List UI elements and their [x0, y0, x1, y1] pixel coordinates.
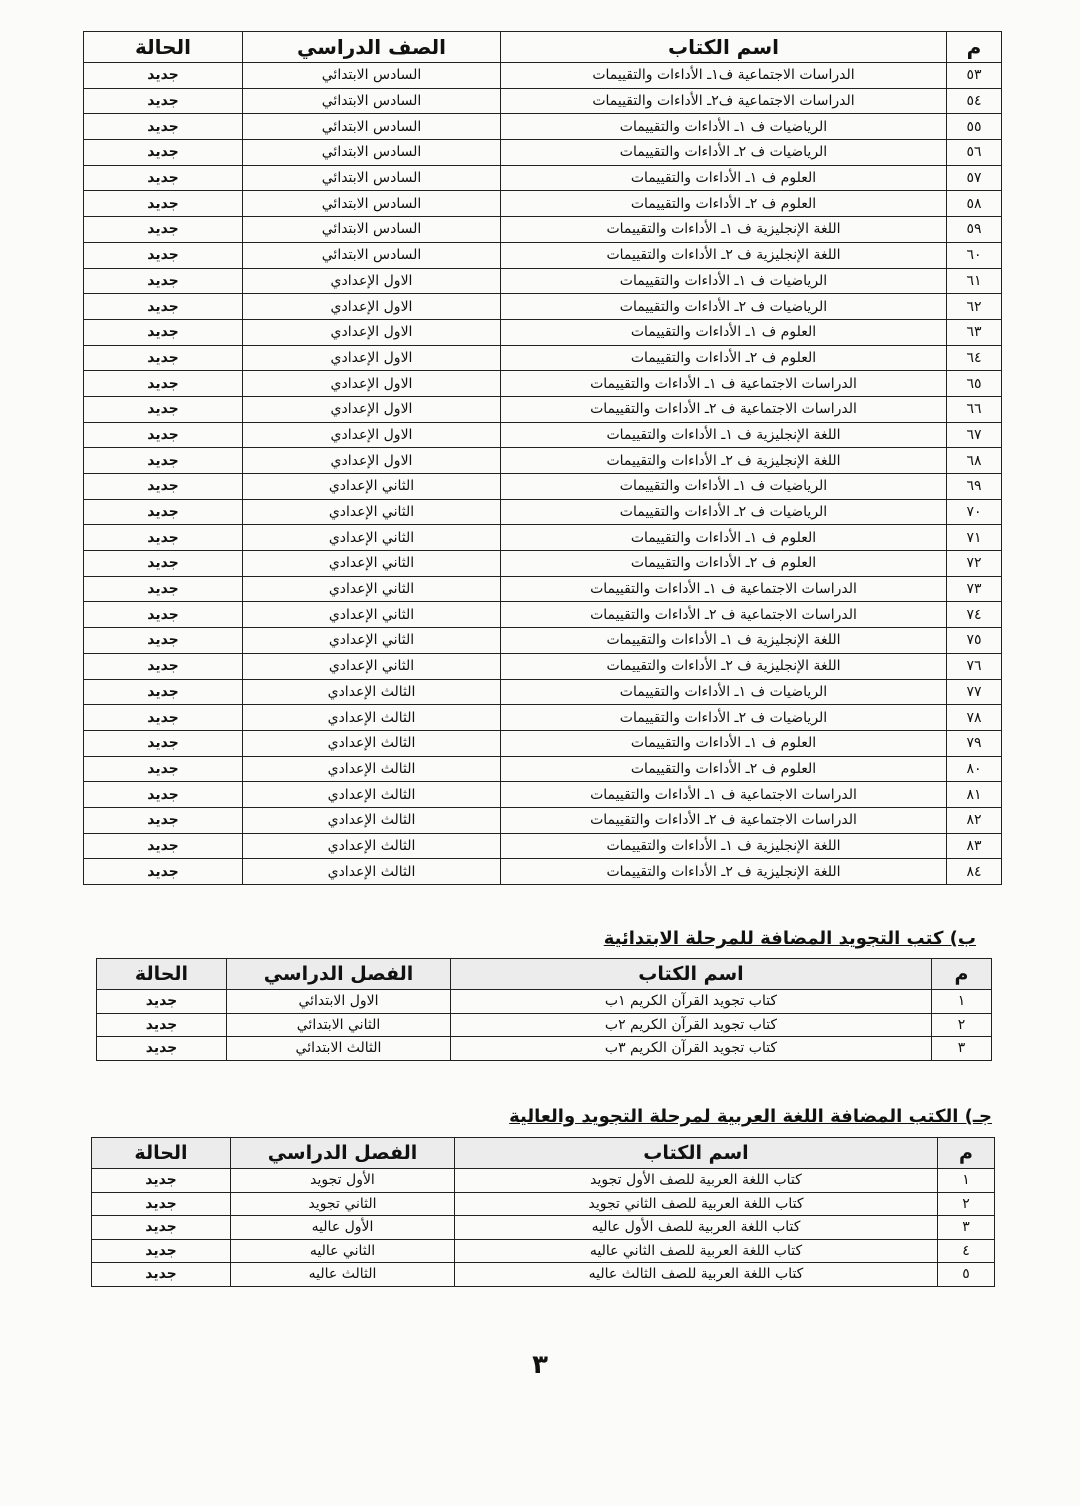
table-row	[84, 114, 1002, 140]
status-cell: جديد	[92, 1216, 231, 1240]
book-title: الدراسات الاجتماعية ف ٢ـ الأداءات والتقييمات	[501, 807, 947, 833]
grade-level: الثالث الإعدادي	[243, 782, 501, 808]
grade-level: الاول الإعدادي	[243, 371, 501, 397]
table-row	[84, 88, 1002, 114]
grade-level: الثالث الإعدادي	[243, 730, 501, 756]
grade-level: الثالث الإعدادي	[243, 807, 501, 833]
col-header-grade: الصف الدراسي	[243, 32, 501, 63]
book-title: كتاب اللغة العربية للصف الأول عاليه	[455, 1216, 938, 1240]
status-cell: جديد	[84, 628, 243, 654]
row-number: ٨٢	[947, 807, 1002, 833]
status-cell: جديد	[84, 679, 243, 705]
book-title: الرياضيات ف ١ـ الأداءات والتقييمات	[501, 679, 947, 705]
table-row	[84, 242, 1002, 268]
book-title: الرياضيات ف ١ـ الأداءات والتقييمات	[501, 114, 947, 140]
row-number: ١	[932, 990, 992, 1014]
table-row	[84, 448, 1002, 474]
row-number: ٥٣	[947, 63, 1002, 89]
row-number: ٧٢	[947, 551, 1002, 577]
row-number: ٦٣	[947, 319, 1002, 345]
table-row	[84, 679, 1002, 705]
grade-level: الثاني الإعدادي	[243, 653, 501, 679]
grade-level: الاول الإعدادي	[243, 345, 501, 371]
table-row	[97, 990, 992, 1014]
book-title: كتاب تجويد القرآن الكريم ٣ب	[451, 1037, 932, 1061]
book-title: العلوم ف ٢ـ الأداءات والتقييمات	[501, 345, 947, 371]
book-title: العلوم ف ٢ـ الأداءات والتقييمات	[501, 191, 947, 217]
table-row	[84, 474, 1002, 500]
table-body	[92, 1169, 995, 1287]
status-cell: جديد	[84, 807, 243, 833]
table-row	[84, 653, 1002, 679]
grade-level: الثاني الإعدادي	[243, 602, 501, 628]
status-cell: جديد	[97, 1037, 227, 1061]
row-number: ٦٨	[947, 448, 1002, 474]
row-number: ٦٧	[947, 422, 1002, 448]
grade-level: الثالث الإعدادي	[243, 833, 501, 859]
status-cell: جديد	[84, 730, 243, 756]
table-row	[84, 859, 1002, 885]
table-row	[84, 191, 1002, 217]
grade-level: الثاني الإعدادي	[243, 551, 501, 577]
grade-level: الأول تجويد	[231, 1169, 455, 1193]
status-cell: جديد	[84, 525, 243, 551]
row-number: ٦٤	[947, 345, 1002, 371]
row-number: ٨٠	[947, 756, 1002, 782]
book-title: العلوم ف ١ـ الأداءات والتقييمات	[501, 165, 947, 191]
col-header-status: الحالة	[92, 1138, 231, 1169]
status-cell: جديد	[84, 705, 243, 731]
book-title: الرياضيات ف ٢ـ الأداءات والتقييمات	[501, 499, 947, 525]
table-row	[84, 268, 1002, 294]
grade-level: الثاني الإعدادي	[243, 628, 501, 654]
row-number: ٧٩	[947, 730, 1002, 756]
table-row	[92, 1192, 995, 1216]
table-row	[84, 525, 1002, 551]
row-number: ٥	[938, 1263, 995, 1287]
book-title: العلوم ف ١ـ الأداءات والتقييمات	[501, 730, 947, 756]
table-row	[97, 1037, 992, 1061]
col-header-num: م	[938, 1138, 995, 1169]
row-number: ٧١	[947, 525, 1002, 551]
status-cell: جديد	[84, 859, 243, 885]
book-title: اللغة الإنجليزية ف ٢ـ الأداءات والتقييمات	[501, 448, 947, 474]
grade-level: السادس الابتدائي	[243, 165, 501, 191]
section-c-heading: جـ) الكتب المضافة اللغة العربية لمرحلة التجويد والعالية	[509, 1106, 992, 1127]
table-header-row	[84, 32, 1002, 63]
col-header-title: اسم الكتاب	[455, 1138, 938, 1169]
status-cell: جديد	[97, 1013, 227, 1037]
book-title: اللغة الإنجليزية ف ٢ـ الأداءات والتقييمات	[501, 859, 947, 885]
row-number: ٣	[932, 1037, 992, 1061]
status-cell: جديد	[92, 1239, 231, 1263]
status-cell: جديد	[84, 88, 243, 114]
row-number: ٣	[938, 1216, 995, 1240]
book-title: اللغة الإنجليزية ف ١ـ الأداءات والتقييمات	[501, 422, 947, 448]
status-cell: جديد	[84, 140, 243, 166]
status-cell: جديد	[84, 602, 243, 628]
grade-level: الاول الإعدادي	[243, 396, 501, 422]
table-header-row	[92, 1138, 995, 1169]
table-row	[84, 833, 1002, 859]
table-row	[84, 782, 1002, 808]
grade-level: الثالث الابتدائي	[227, 1037, 451, 1061]
table-header-row	[97, 959, 992, 990]
book-title: الدراسات الاجتماعية ف ١ـ الأداءات والتقييمات	[501, 576, 947, 602]
book-title: الدراسات الاجتماعية ف٢ـ الأداءات والتقييمات	[501, 88, 947, 114]
table-row	[84, 499, 1002, 525]
status-cell: جديد	[84, 782, 243, 808]
grade-level: السادس الابتدائي	[243, 242, 501, 268]
book-title: الدراسات الاجتماعية ف ٢ـ الأداءات والتقييمات	[501, 602, 947, 628]
status-cell: جديد	[84, 653, 243, 679]
book-title: الدراسات الاجتماعية ف ١ـ الأداءات والتقييمات	[501, 782, 947, 808]
table-row	[84, 294, 1002, 320]
book-title: الرياضيات ف ١ـ الأداءات والتقييمات	[501, 474, 947, 500]
grade-level: الاول الابتدائي	[227, 990, 451, 1014]
status-cell: جديد	[84, 114, 243, 140]
table-row	[84, 628, 1002, 654]
table-row	[84, 730, 1002, 756]
table-row	[84, 319, 1002, 345]
grade-level: السادس الابتدائي	[243, 191, 501, 217]
section-b-heading: ب) كتب التجويد المضافة للمرحلة الابتدائية	[603, 928, 976, 949]
book-title: الدراسات الاجتماعية ف ٢ـ الأداءات والتقييمات	[501, 396, 947, 422]
status-cell: جديد	[84, 551, 243, 577]
table-row	[84, 551, 1002, 577]
col-header-num: م	[947, 32, 1002, 63]
book-title: الرياضيات ف ١ـ الأداءات والتقييمات	[501, 268, 947, 294]
col-header-grade: الفصل الدراسي	[231, 1138, 455, 1169]
status-cell: جديد	[84, 448, 243, 474]
row-number: ٧٠	[947, 499, 1002, 525]
table-row	[84, 705, 1002, 731]
grade-level: الثاني الإعدادي	[243, 474, 501, 500]
col-header-status: الحالة	[84, 32, 243, 63]
row-number: ٥٨	[947, 191, 1002, 217]
grade-level: السادس الابتدائي	[243, 88, 501, 114]
book-title: الرياضيات ف ٢ـ الأداءات والتقييمات	[501, 140, 947, 166]
book-title: الرياضيات ف ٢ـ الأداءات والتقييمات	[501, 705, 947, 731]
row-number: ٥٥	[947, 114, 1002, 140]
books-table-tajweed	[96, 958, 992, 1061]
row-number: ٧٧	[947, 679, 1002, 705]
table-row	[84, 165, 1002, 191]
grade-level: الثاني عاليه	[231, 1239, 455, 1263]
status-cell: جديد	[84, 319, 243, 345]
table-row	[84, 63, 1002, 89]
status-cell: جديد	[84, 63, 243, 89]
page-number: ٣	[532, 1350, 548, 1380]
book-title: كتاب اللغة العربية للصف الثالث عاليه	[455, 1263, 938, 1287]
row-number: ٧٥	[947, 628, 1002, 654]
status-cell: جديد	[84, 422, 243, 448]
grade-level: الثالث الإعدادي	[243, 679, 501, 705]
grade-level: الثالث عاليه	[231, 1263, 455, 1287]
row-number: ٨١	[947, 782, 1002, 808]
row-number: ٥٧	[947, 165, 1002, 191]
row-number: ٧٣	[947, 576, 1002, 602]
table-row	[92, 1263, 995, 1287]
grade-level: الثاني الابتدائي	[227, 1013, 451, 1037]
status-cell: جديد	[84, 756, 243, 782]
table-row	[84, 217, 1002, 243]
book-title: اللغة الإنجليزية ف ٢ـ الأداءات والتقييمات	[501, 242, 947, 268]
book-title: العلوم ف ١ـ الأداءات والتقييمات	[501, 525, 947, 551]
status-cell: جديد	[92, 1263, 231, 1287]
row-number: ٢	[932, 1013, 992, 1037]
col-header-title: اسم الكتاب	[501, 32, 947, 63]
grade-level: الاول الإعدادي	[243, 319, 501, 345]
book-title: الرياضيات ف ٢ـ الأداءات والتقييمات	[501, 294, 947, 320]
table-row	[84, 576, 1002, 602]
row-number: ٧٨	[947, 705, 1002, 731]
book-title: اللغة الإنجليزية ف ١ـ الأداءات والتقييمات	[501, 833, 947, 859]
status-cell: جديد	[84, 474, 243, 500]
status-cell: جديد	[84, 499, 243, 525]
row-number: ٢	[938, 1192, 995, 1216]
book-title: كتاب اللغة العربية للصف الثاني تجويد	[455, 1192, 938, 1216]
status-cell: جديد	[84, 396, 243, 422]
book-title: كتاب تجويد القرآن الكريم ١ب	[451, 990, 932, 1014]
book-title: العلوم ف ١ـ الأداءات والتقييمات	[501, 319, 947, 345]
status-cell: جديد	[84, 217, 243, 243]
book-title: كتاب تجويد القرآن الكريم ٢ب	[451, 1013, 932, 1037]
table-row	[84, 371, 1002, 397]
grade-level: الثالث الإعدادي	[243, 756, 501, 782]
grade-level: الأول عاليه	[231, 1216, 455, 1240]
status-cell: جديد	[84, 165, 243, 191]
row-number: ٦٦	[947, 396, 1002, 422]
table-row	[97, 1013, 992, 1037]
col-header-status: الحالة	[97, 959, 227, 990]
table-row	[84, 602, 1002, 628]
grade-level: الاول الإعدادي	[243, 294, 501, 320]
grade-level: الثاني الإعدادي	[243, 525, 501, 551]
grade-level: الاول الإعدادي	[243, 268, 501, 294]
table-row	[92, 1239, 995, 1263]
col-header-grade: الفصل الدراسي	[227, 959, 451, 990]
grade-level: الاول الإعدادي	[243, 422, 501, 448]
book-title: العلوم ف ٢ـ الأداءات والتقييمات	[501, 756, 947, 782]
status-cell: جديد	[92, 1169, 231, 1193]
status-cell: جديد	[84, 294, 243, 320]
row-number: ٨٣	[947, 833, 1002, 859]
grade-level: السادس الابتدائي	[243, 63, 501, 89]
row-number: ٨٤	[947, 859, 1002, 885]
book-title: العلوم ف ٢ـ الأداءات والتقييمات	[501, 551, 947, 577]
book-title: كتاب اللغة العربية للصف الثاني عاليه	[455, 1239, 938, 1263]
books-table-main	[83, 31, 1002, 885]
book-title: الدراسات الاجتماعية ف ١ـ الأداءات والتقييمات	[501, 371, 947, 397]
col-header-title: اسم الكتاب	[451, 959, 932, 990]
table-row	[84, 345, 1002, 371]
row-number: ٦٠	[947, 242, 1002, 268]
status-cell: جديد	[84, 268, 243, 294]
status-cell: جديد	[84, 371, 243, 397]
status-cell: جديد	[84, 576, 243, 602]
table-row	[92, 1216, 995, 1240]
status-cell: جديد	[84, 191, 243, 217]
grade-level: الثاني الإعدادي	[243, 499, 501, 525]
table-row	[84, 140, 1002, 166]
row-number: ٦٢	[947, 294, 1002, 320]
book-title: كتاب اللغة العربية للصف الأول تجويد	[455, 1169, 938, 1193]
row-number: ٦٩	[947, 474, 1002, 500]
grade-level: السادس الابتدائي	[243, 114, 501, 140]
book-title: اللغة الإنجليزية ف ٢ـ الأداءات والتقييمات	[501, 653, 947, 679]
grade-level: الثاني تجويد	[231, 1192, 455, 1216]
row-number: ٥٦	[947, 140, 1002, 166]
row-number: ٧٦	[947, 653, 1002, 679]
row-number: ٦١	[947, 268, 1002, 294]
table-body	[97, 990, 992, 1061]
status-cell: جديد	[84, 345, 243, 371]
col-header-num: م	[932, 959, 992, 990]
grade-level: الاول الإعدادي	[243, 448, 501, 474]
grade-level: السادس الابتدائي	[243, 140, 501, 166]
table-row	[84, 396, 1002, 422]
status-cell: جديد	[97, 990, 227, 1014]
grade-level: الثاني الإعدادي	[243, 576, 501, 602]
table-row	[92, 1169, 995, 1193]
book-title: الدراسات الاجتماعية ف١ـ الأداءات والتقييمات	[501, 63, 947, 89]
book-title: اللغة الإنجليزية ف ١ـ الأداءات والتقييمات	[501, 217, 947, 243]
table-row	[84, 807, 1002, 833]
row-number: ٦٥	[947, 371, 1002, 397]
row-number: ٥٤	[947, 88, 1002, 114]
grade-level: الثالث الإعدادي	[243, 859, 501, 885]
row-number: ١	[938, 1169, 995, 1193]
status-cell: جديد	[92, 1192, 231, 1216]
grade-level: الثالث الإعدادي	[243, 705, 501, 731]
table-row	[84, 756, 1002, 782]
status-cell: جديد	[84, 833, 243, 859]
table-body	[84, 63, 1002, 885]
row-number: ٤	[938, 1239, 995, 1263]
books-table-arabic	[91, 1137, 995, 1287]
table-row	[84, 422, 1002, 448]
book-title: اللغة الإنجليزية ف ١ـ الأداءات والتقييمات	[501, 628, 947, 654]
grade-level: السادس الابتدائي	[243, 217, 501, 243]
row-number: ٥٩	[947, 217, 1002, 243]
row-number: ٧٤	[947, 602, 1002, 628]
status-cell: جديد	[84, 242, 243, 268]
